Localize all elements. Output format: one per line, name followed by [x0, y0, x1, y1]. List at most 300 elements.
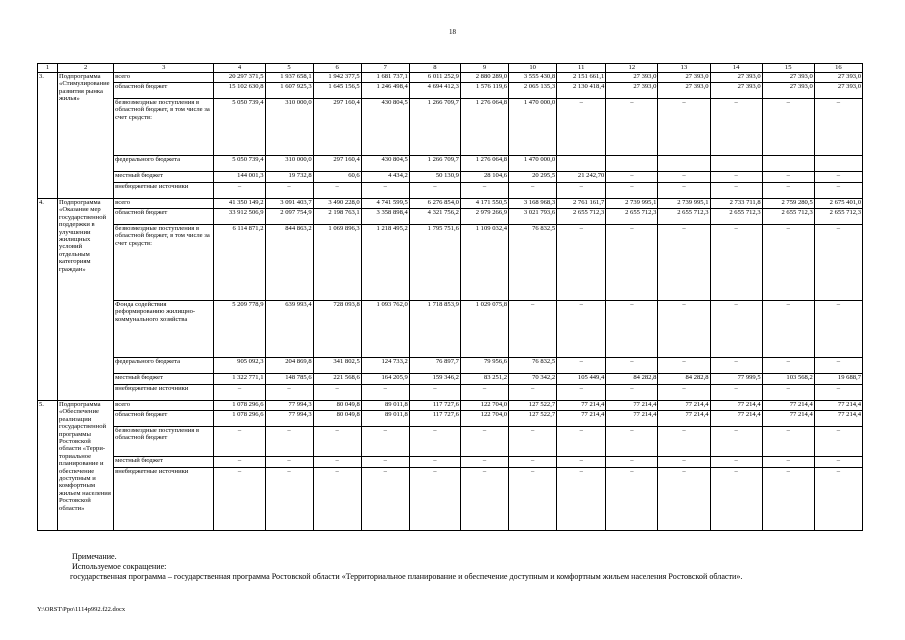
- funding-source-label: федерального бюджета: [114, 358, 214, 374]
- amount-cell: –: [409, 385, 460, 401]
- amount-cell: –: [814, 468, 862, 531]
- amount-cell: 3 168 968,3: [509, 199, 557, 209]
- amount-cell: –: [814, 457, 862, 468]
- amount-cell: 1 470 000,0: [509, 99, 557, 156]
- amount-cell: –: [762, 225, 814, 301]
- amount-cell: –: [762, 172, 814, 183]
- header-row: [38, 64, 863, 73]
- amount-cell: –: [658, 358, 710, 374]
- amount-cell: 1 078 296,6: [214, 411, 265, 427]
- amount-cell: 83 251,2: [460, 374, 508, 385]
- header-cell: 2: [58, 64, 114, 73]
- amount-cell: 117 727,6: [409, 401, 460, 411]
- amount-cell: –: [265, 385, 313, 401]
- amount-cell: 33 912 506,9: [214, 209, 265, 225]
- amount-cell: 27 393,0: [606, 83, 658, 99]
- amount-cell: –: [265, 457, 313, 468]
- amount-cell: –: [814, 301, 862, 358]
- amount-cell: 77 214,4: [814, 401, 862, 411]
- row-number: 4.: [38, 199, 58, 401]
- amount-cell: 204 869,8: [265, 358, 313, 374]
- amount-cell: [814, 156, 862, 172]
- amount-cell: 1 276 064,8: [460, 156, 508, 172]
- amount-cell: 297 160,4: [313, 99, 361, 156]
- amount-cell: 21 242,70: [557, 172, 606, 183]
- amount-cell: –: [606, 457, 658, 468]
- amount-cell: 4 434,2: [361, 172, 409, 183]
- amount-cell: 27 393,0: [762, 73, 814, 83]
- amount-cell: 430 804,5: [361, 156, 409, 172]
- table-row: [38, 209, 863, 225]
- amount-cell: –: [557, 183, 606, 199]
- amount-cell: 1 576 119,6: [460, 83, 508, 99]
- header-cell: 5: [265, 64, 313, 73]
- subprogram-name: Подпрограмма «Стимулирование развития рынка жилья»: [58, 73, 114, 199]
- header-cell: 1: [38, 64, 58, 73]
- amount-cell: 2 739 995,1: [658, 199, 710, 209]
- file-path: Y:\ORST\Ppo\1114p992.f22.docx: [37, 606, 126, 613]
- amount-cell: –: [814, 427, 862, 457]
- amount-cell: 144 001,3: [214, 172, 265, 183]
- table-row: [38, 427, 863, 457]
- amount-cell: –: [313, 468, 361, 531]
- table-row: [38, 358, 863, 374]
- amount-cell: –: [606, 427, 658, 457]
- amount-cell: 84 282,8: [658, 374, 710, 385]
- table-row: [38, 468, 863, 531]
- amount-cell: –: [762, 99, 814, 156]
- amount-cell: –: [814, 358, 862, 374]
- amount-cell: 60,6: [313, 172, 361, 183]
- table-row: [38, 83, 863, 99]
- amount-cell: [710, 156, 762, 172]
- amount-cell: –: [409, 457, 460, 468]
- amount-cell: 77 214,4: [606, 401, 658, 411]
- funding-source-label: всего: [114, 73, 214, 83]
- amount-cell: –: [710, 468, 762, 531]
- amount-cell: 2 880 289,0: [460, 73, 508, 83]
- notes-heading: Примечание.: [72, 552, 117, 561]
- amount-cell: 6 011 252,9: [409, 73, 460, 83]
- amount-cell: –: [762, 358, 814, 374]
- header-cell: 11: [557, 64, 606, 73]
- amount-cell: 1 093 762,0: [361, 301, 409, 358]
- amount-cell: 4 694 412,3: [409, 83, 460, 99]
- amount-cell: 2 655 712,3: [762, 209, 814, 225]
- amount-cell: 310 000,0: [265, 156, 313, 172]
- header-cell: 16: [814, 64, 862, 73]
- header-cell: 10: [509, 64, 557, 73]
- amount-cell: [762, 156, 814, 172]
- amount-cell: 1 069 896,3: [313, 225, 361, 301]
- amount-cell: –: [814, 385, 862, 401]
- funding-source-label: всего: [114, 199, 214, 209]
- table-row: [38, 73, 863, 83]
- amount-cell: 2 655 712,3: [606, 209, 658, 225]
- amount-cell: –: [762, 183, 814, 199]
- amount-cell: –: [409, 427, 460, 457]
- amount-cell: –: [814, 172, 862, 183]
- amount-cell: –: [265, 183, 313, 199]
- amount-cell: –: [658, 385, 710, 401]
- amount-cell: 103 568,2: [762, 374, 814, 385]
- amount-cell: 5 050 739,4: [214, 156, 265, 172]
- amount-cell: –: [658, 468, 710, 531]
- amount-cell: –: [658, 225, 710, 301]
- amount-cell: 50 130,9: [409, 172, 460, 183]
- header-cell: 14: [710, 64, 762, 73]
- amount-cell: 2 655 712,3: [557, 209, 606, 225]
- amount-cell: 89 011,8: [361, 401, 409, 411]
- amount-cell: 3 021 793,6: [509, 209, 557, 225]
- amount-cell: –: [762, 301, 814, 358]
- amount-cell: 1 718 853,9: [409, 301, 460, 358]
- amount-cell: 2 097 754,9: [265, 209, 313, 225]
- row-number: 3.: [38, 73, 58, 199]
- amount-cell: 80 049,8: [313, 411, 361, 427]
- amount-cell: 430 804,5: [361, 99, 409, 156]
- header-cell: 13: [658, 64, 710, 73]
- amount-cell: 77 214,4: [606, 411, 658, 427]
- amount-cell: 5 209 778,9: [214, 301, 265, 358]
- amount-cell: –: [557, 225, 606, 301]
- header-cell: 9: [460, 64, 508, 73]
- amount-cell: 1 218 495,2: [361, 225, 409, 301]
- amount-cell: –: [509, 385, 557, 401]
- table-row: [38, 401, 863, 411]
- amount-cell: –: [762, 427, 814, 457]
- amount-cell: 77 214,4: [762, 401, 814, 411]
- amount-cell: 127 522,7: [509, 401, 557, 411]
- funding-source-label: безвозмездные поступления в областной бюджет, в том числе за счет средств:: [114, 99, 214, 156]
- amount-cell: –: [460, 183, 508, 199]
- amount-cell: 1 322 771,1: [214, 374, 265, 385]
- amount-cell: –: [762, 468, 814, 531]
- subprogram-name: Подпрограмма «Обеспечение реализации государственной программы Ростовской области «Терри-ториальное планирование и обеспечение доступным и комфортным жильем населения Ростовской области»: [58, 401, 114, 531]
- funding-source-label: местный бюджет: [114, 172, 214, 183]
- amount-cell: –: [265, 427, 313, 457]
- amount-cell: 2 979 266,9: [460, 209, 508, 225]
- amount-cell: 3 358 898,4: [361, 209, 409, 225]
- funding-source-label: местный бюджет: [114, 374, 214, 385]
- table-row: [38, 457, 863, 468]
- amount-cell: 77 994,3: [265, 401, 313, 411]
- funding-source-label: местный бюджет: [114, 457, 214, 468]
- amount-cell: –: [361, 183, 409, 199]
- amount-cell: 844 863,2: [265, 225, 313, 301]
- amount-cell: –: [658, 427, 710, 457]
- amount-cell: 4 321 756,2: [409, 209, 460, 225]
- amount-cell: 1 276 064,8: [460, 99, 508, 156]
- amount-cell: –: [214, 385, 265, 401]
- amount-cell: 6 276 854,0: [409, 199, 460, 209]
- header-cell: 4: [214, 64, 265, 73]
- amount-cell: 105 449,4: [557, 374, 606, 385]
- subprogram-name: Подпрограмма «Оказание мер государственной поддержки в улучшении жилищных условий отдельным категориям граждан»: [58, 199, 114, 401]
- table-row: [38, 374, 863, 385]
- amount-cell: 4 741 599,5: [361, 199, 409, 209]
- amount-cell: 80 049,8: [313, 401, 361, 411]
- amount-cell: –: [557, 301, 606, 358]
- amount-cell: 310 000,0: [265, 99, 313, 156]
- amount-cell: –: [606, 172, 658, 183]
- header-cell: 8: [409, 64, 460, 73]
- amount-cell: –: [606, 468, 658, 531]
- amount-cell: –: [814, 225, 862, 301]
- amount-cell: 84 282,8: [606, 374, 658, 385]
- amount-cell: 19 688,7: [814, 374, 862, 385]
- amount-cell: –: [762, 385, 814, 401]
- amount-cell: –: [361, 427, 409, 457]
- amount-cell: 117 727,6: [409, 411, 460, 427]
- amount-cell: 3 091 403,7: [265, 199, 313, 209]
- amount-cell: –: [509, 457, 557, 468]
- funding-source-label: областной бюджет: [114, 209, 214, 225]
- table-row: [38, 411, 863, 427]
- amount-cell: 27 393,0: [658, 73, 710, 83]
- table-row: [38, 172, 863, 183]
- amount-cell: 77 994,3: [265, 411, 313, 427]
- amount-cell: –: [509, 301, 557, 358]
- amount-cell: –: [710, 457, 762, 468]
- amount-cell: –: [460, 457, 508, 468]
- amount-cell: –: [460, 468, 508, 531]
- amount-cell: 4 171 550,5: [460, 199, 508, 209]
- amount-cell: 27 393,0: [606, 73, 658, 83]
- table-row: [38, 225, 863, 301]
- amount-cell: –: [214, 427, 265, 457]
- amount-cell: –: [313, 427, 361, 457]
- amount-cell: 15 102 630,8: [214, 83, 265, 99]
- amount-cell: –: [557, 457, 606, 468]
- amount-cell: 27 393,0: [710, 83, 762, 99]
- amount-cell: 6 114 871,2: [214, 225, 265, 301]
- amount-cell: 221 568,6: [313, 374, 361, 385]
- funding-source-label: внебюджетные источники: [114, 385, 214, 401]
- amount-cell: 2 739 995,1: [606, 199, 658, 209]
- amount-cell: –: [557, 358, 606, 374]
- amount-cell: 27 393,0: [762, 83, 814, 99]
- amount-cell: [606, 156, 658, 172]
- amount-cell: 728 093,8: [313, 301, 361, 358]
- amount-cell: 2 655 712,3: [710, 209, 762, 225]
- amount-cell: 1 246 498,4: [361, 83, 409, 99]
- amount-cell: 27 393,0: [814, 73, 862, 83]
- amount-cell: 1 937 658,1: [265, 73, 313, 83]
- amount-cell: –: [557, 99, 606, 156]
- amount-cell: –: [460, 427, 508, 457]
- amount-cell: 1 266 709,7: [409, 156, 460, 172]
- amount-cell: 77 214,4: [814, 411, 862, 427]
- amount-cell: 77 214,4: [557, 411, 606, 427]
- amount-cell: 5 050 739,4: [214, 99, 265, 156]
- page-number: 18: [449, 28, 456, 36]
- amount-cell: –: [557, 468, 606, 531]
- header-cell: 3: [114, 64, 214, 73]
- amount-cell: 20 297 371,5: [214, 73, 265, 83]
- funding-source-label: Фонда содействия реформированию жилищно-коммунального хозяйства: [114, 301, 214, 358]
- amount-cell: 2 761 161,7: [557, 199, 606, 209]
- amount-cell: –: [361, 468, 409, 531]
- amount-cell: 2 733 711,8: [710, 199, 762, 209]
- funding-source-label: безвозмездные поступления в областной бюджет, в том числе за счет средств:: [114, 225, 214, 301]
- amount-cell: 77 999,5: [710, 374, 762, 385]
- amount-cell: 19 732,8: [265, 172, 313, 183]
- amount-cell: 70 342,2: [509, 374, 557, 385]
- table-row: [38, 301, 863, 358]
- amount-cell: 122 704,0: [460, 411, 508, 427]
- amount-cell: 2 675 401,0: [814, 199, 862, 209]
- amount-cell: –: [606, 358, 658, 374]
- amount-cell: 79 956,6: [460, 358, 508, 374]
- header-cell: 15: [762, 64, 814, 73]
- amount-cell: –: [557, 385, 606, 401]
- amount-cell: 27 393,0: [658, 83, 710, 99]
- funding-source-label: областной бюджет: [114, 411, 214, 427]
- funding-source-label: безвозмездные поступления в областной бюджет: [114, 427, 214, 457]
- amount-cell: 2 130 418,4: [557, 83, 606, 99]
- table-row: [38, 183, 863, 199]
- amount-cell: 76 832,5: [509, 225, 557, 301]
- amount-cell: 77 214,4: [658, 401, 710, 411]
- amount-cell: 1 266 709,7: [409, 99, 460, 156]
- amount-cell: –: [265, 468, 313, 531]
- amount-cell: –: [606, 225, 658, 301]
- header-cell: 12: [606, 64, 658, 73]
- funding-source-label: внебюджетные источники: [114, 468, 214, 531]
- amount-cell: 2 655 712,3: [814, 209, 862, 225]
- header-cell: 6: [313, 64, 361, 73]
- amount-cell: 1 109 032,4: [460, 225, 508, 301]
- abbreviation-label: Используемое сокращение:: [72, 562, 167, 571]
- amount-cell: –: [313, 385, 361, 401]
- funding-source-label: федерального бюджета: [114, 156, 214, 172]
- amount-cell: 77 214,4: [710, 411, 762, 427]
- amount-cell: –: [606, 385, 658, 401]
- amount-cell: 1 607 925,3: [265, 83, 313, 99]
- amount-cell: 1 029 075,8: [460, 301, 508, 358]
- amount-cell: –: [710, 99, 762, 156]
- amount-cell: 76 832,5: [509, 358, 557, 374]
- amount-cell: –: [762, 457, 814, 468]
- amount-cell: 27 393,0: [710, 73, 762, 83]
- amount-cell: 341 802,5: [313, 358, 361, 374]
- amount-cell: –: [409, 468, 460, 531]
- table-row: [38, 385, 863, 401]
- amount-cell: 159 346,2: [409, 374, 460, 385]
- amount-cell: 2 065 135,3: [509, 83, 557, 99]
- amount-cell: 41 350 149,2: [214, 199, 265, 209]
- amount-cell: 3 555 430,8: [509, 73, 557, 83]
- amount-cell: 77 214,4: [658, 411, 710, 427]
- table-row: [38, 156, 863, 172]
- amount-cell: [658, 156, 710, 172]
- amount-cell: 77 214,4: [557, 401, 606, 411]
- amount-cell: 3 490 228,0: [313, 199, 361, 209]
- table-row: [38, 99, 863, 156]
- amount-cell: –: [214, 183, 265, 199]
- funding-source-label: внебюджетные источники: [114, 183, 214, 199]
- amount-cell: –: [313, 457, 361, 468]
- amount-cell: 905 092,3: [214, 358, 265, 374]
- funding-source-label: областной бюджет: [114, 83, 214, 99]
- amount-cell: –: [606, 301, 658, 358]
- amount-cell: 639 993,4: [265, 301, 313, 358]
- amount-cell: 297 160,4: [313, 156, 361, 172]
- amount-cell: –: [214, 457, 265, 468]
- row-number: 5.: [38, 401, 58, 531]
- amount-cell: 76 897,7: [409, 358, 460, 374]
- amount-cell: 20 295,5: [509, 172, 557, 183]
- amount-cell: –: [710, 385, 762, 401]
- amount-cell: 122 704,0: [460, 401, 508, 411]
- amount-cell: 1 470 000,0: [509, 156, 557, 172]
- amount-cell: –: [361, 385, 409, 401]
- amount-cell: –: [658, 183, 710, 199]
- amount-cell: 148 785,6: [265, 374, 313, 385]
- amount-cell: –: [710, 172, 762, 183]
- amount-cell: 2 151 661,1: [557, 73, 606, 83]
- amount-cell: 2 198 763,1: [313, 209, 361, 225]
- amount-cell: –: [557, 427, 606, 457]
- notes-section: [72, 552, 862, 582]
- amount-cell: –: [710, 301, 762, 358]
- amount-cell: 1 795 751,6: [409, 225, 460, 301]
- amount-cell: –: [658, 172, 710, 183]
- amount-cell: 1 942 377,5: [313, 73, 361, 83]
- amount-cell: 89 011,8: [361, 411, 409, 427]
- amount-cell: 2 759 280,5: [762, 199, 814, 209]
- amount-cell: –: [710, 427, 762, 457]
- amount-cell: 1 078 296,6: [214, 401, 265, 411]
- amount-cell: 77 214,4: [710, 401, 762, 411]
- header-cell: 7: [361, 64, 409, 73]
- amount-cell: –: [313, 183, 361, 199]
- amount-cell: 28 104,6: [460, 172, 508, 183]
- amount-cell: –: [509, 468, 557, 531]
- amount-cell: –: [214, 468, 265, 531]
- amount-cell: –: [710, 225, 762, 301]
- amount-cell: 124 733,2: [361, 358, 409, 374]
- amount-cell: –: [409, 183, 460, 199]
- amount-cell: 1 645 156,5: [313, 83, 361, 99]
- amount-cell: –: [658, 457, 710, 468]
- table-row: [38, 199, 863, 209]
- amount-cell: –: [658, 99, 710, 156]
- amount-cell: –: [509, 427, 557, 457]
- amount-cell: [557, 156, 606, 172]
- funding-source-label: всего: [114, 401, 214, 411]
- amount-cell: –: [606, 99, 658, 156]
- amount-cell: –: [710, 358, 762, 374]
- amount-cell: 164 205,9: [361, 374, 409, 385]
- budget-table: [37, 63, 863, 531]
- amount-cell: –: [606, 183, 658, 199]
- amount-cell: –: [658, 301, 710, 358]
- amount-cell: 77 214,4: [762, 411, 814, 427]
- abbreviation-text: государственная программа – государственная программа Ростовской области «Территориальное планирование и обеспечение доступным и комфортным жильем населения Ростовской области».: [70, 572, 743, 581]
- amount-cell: –: [710, 183, 762, 199]
- amount-cell: –: [814, 99, 862, 156]
- amount-cell: 2 655 712,3: [658, 209, 710, 225]
- amount-cell: 1 681 737,1: [361, 73, 409, 83]
- amount-cell: –: [460, 385, 508, 401]
- amount-cell: 127 522,7: [509, 411, 557, 427]
- amount-cell: –: [361, 457, 409, 468]
- amount-cell: 27 393,0: [814, 83, 862, 99]
- amount-cell: –: [814, 183, 862, 199]
- amount-cell: –: [509, 183, 557, 199]
